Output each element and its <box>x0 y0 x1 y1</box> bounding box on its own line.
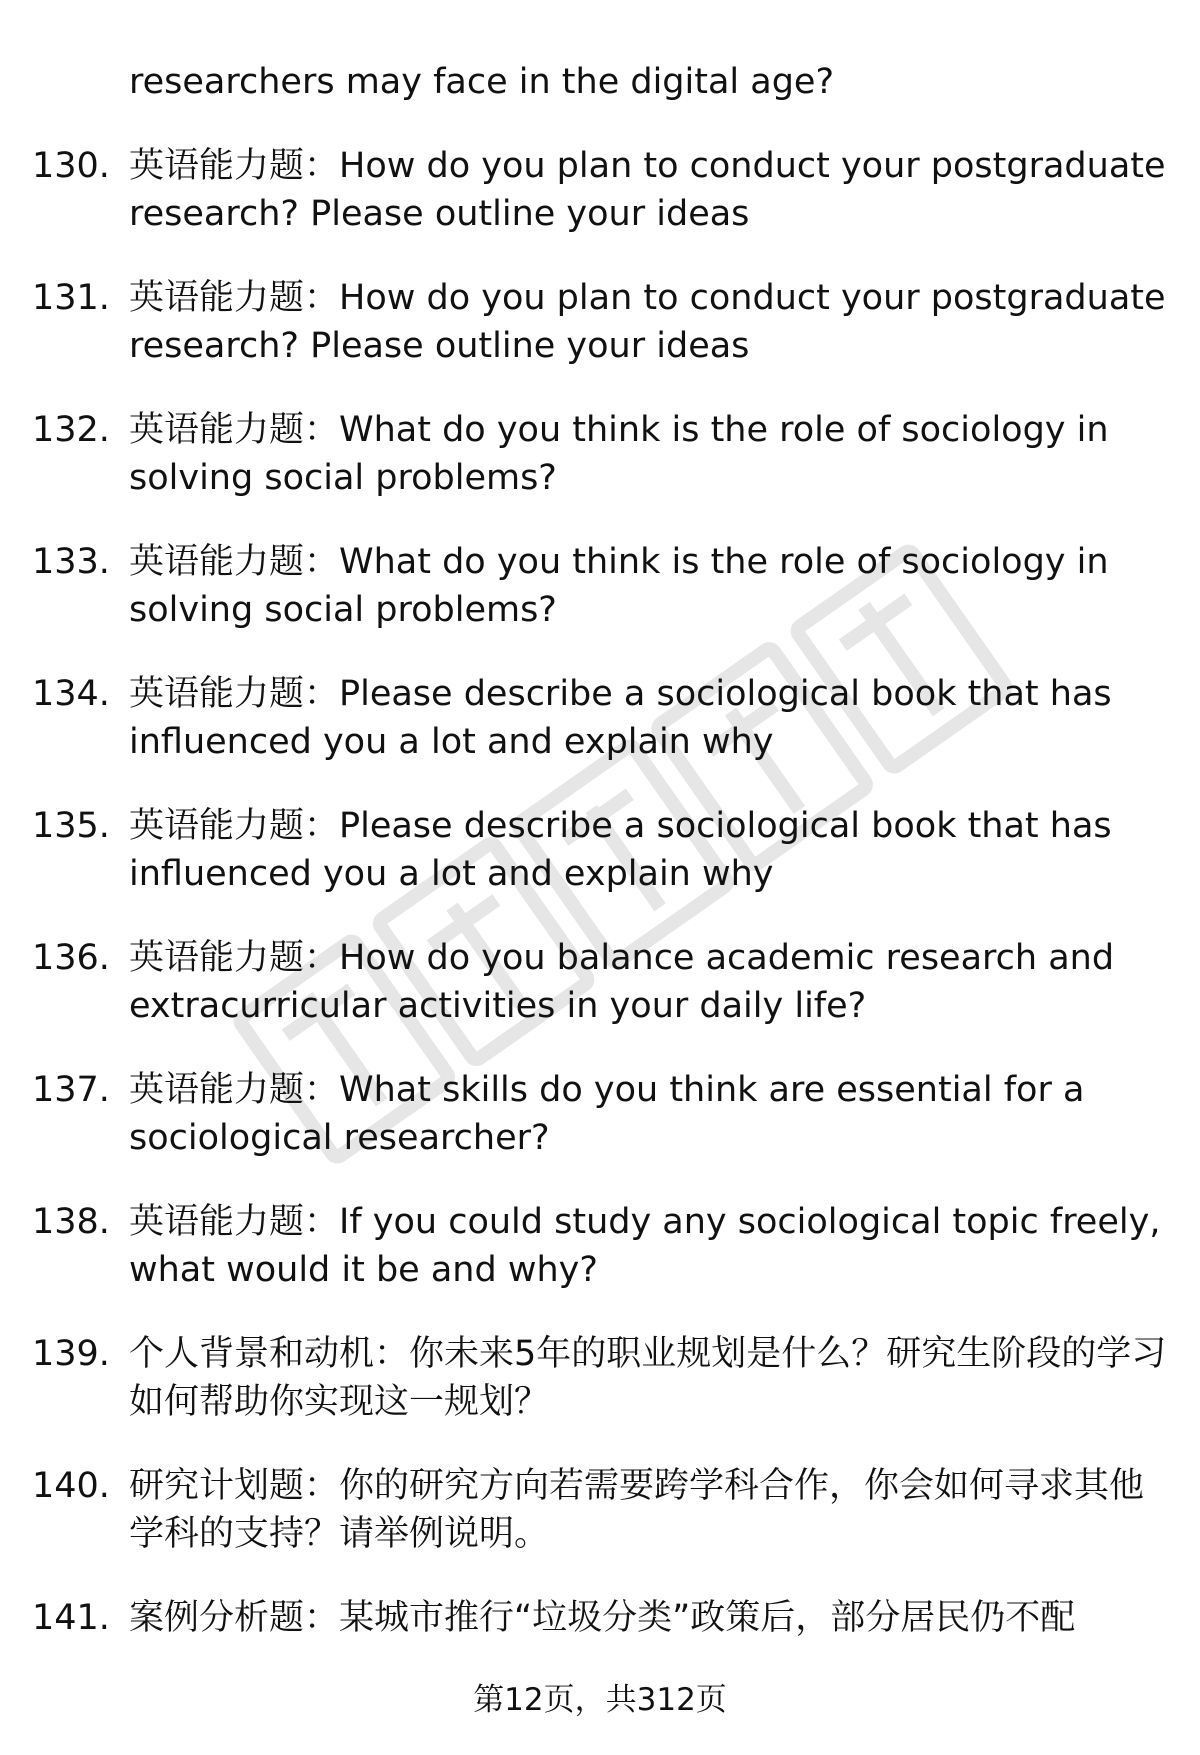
question-item <box>32 142 1172 274</box>
question-text: 研究计划题：你的研究方向若需要跨学科合作，你会如何寻求其他学科的支持？请举例说明。 <box>129 1466 1145 1554</box>
question-item <box>32 1330 1172 1462</box>
question-text: 英语能力题：Please describe a sociological book that has influenced you a lot and explain why <box>129 806 1112 894</box>
page-footer: 第12页，共312页 <box>473 1682 727 1718</box>
question-text: 英语能力题：How do you plan to conduct your postgraduate research? Please outline your ideas <box>129 278 1166 366</box>
question-text: 英语能力题：What skills do you think are essential for a sociological researcher? <box>129 1070 1085 1158</box>
question-number: 137. <box>32 1070 110 1110</box>
question-number: 135. <box>32 806 110 846</box>
question-number: 132. <box>32 410 110 450</box>
question-number: 130. <box>32 146 110 186</box>
question-text: 英语能力题：How do you balance academic research and extracurricular activities in your daily life? <box>129 938 1115 1026</box>
question-number: 141. <box>32 1598 110 1638</box>
continuation-text: researchers may face in the digital age? <box>129 62 835 102</box>
question-text: 个人背景和动机：你未来5年的职业规划是什么？研究生阶段的学习如何帮助你实现这一规划？ <box>129 1334 1167 1422</box>
question-number: 133. <box>32 542 110 582</box>
question-list <box>32 142 1172 1726</box>
question-text: 英语能力题：What do you think is the role of sociology in solving social problems? <box>129 410 1109 498</box>
question-text: 英语能力题：How do you plan to conduct your postgraduate research? Please outline your ideas <box>129 146 1166 234</box>
question-number: 139. <box>32 1334 110 1374</box>
question-item <box>32 406 1172 538</box>
question-number: 131. <box>32 278 110 318</box>
question-item <box>32 934 1172 1066</box>
question-text: 案例分析题：某城市推行“垃圾分类”政策后，部分居民仍不配 <box>129 1598 1076 1638</box>
question-item <box>32 802 1172 934</box>
question-text: 英语能力题：If you could study any sociological topic freely, what would it be and why? <box>129 1202 1161 1290</box>
question-item <box>32 538 1172 670</box>
question-text: 英语能力题：Please describe a sociological book that has influenced you a lot and explain why <box>129 674 1112 762</box>
question-text: 英语能力题：What do you think is the role of sociology in solving social problems? <box>129 542 1109 630</box>
question-item <box>32 670 1172 802</box>
question-number: 134. <box>32 674 110 714</box>
question-item <box>32 1462 1172 1594</box>
question-number: 140. <box>32 1466 110 1506</box>
question-number: 136. <box>32 938 110 978</box>
question-number: 138. <box>32 1202 110 1242</box>
question-item <box>32 1066 1172 1198</box>
question-item <box>32 1198 1172 1330</box>
question-item <box>32 274 1172 406</box>
